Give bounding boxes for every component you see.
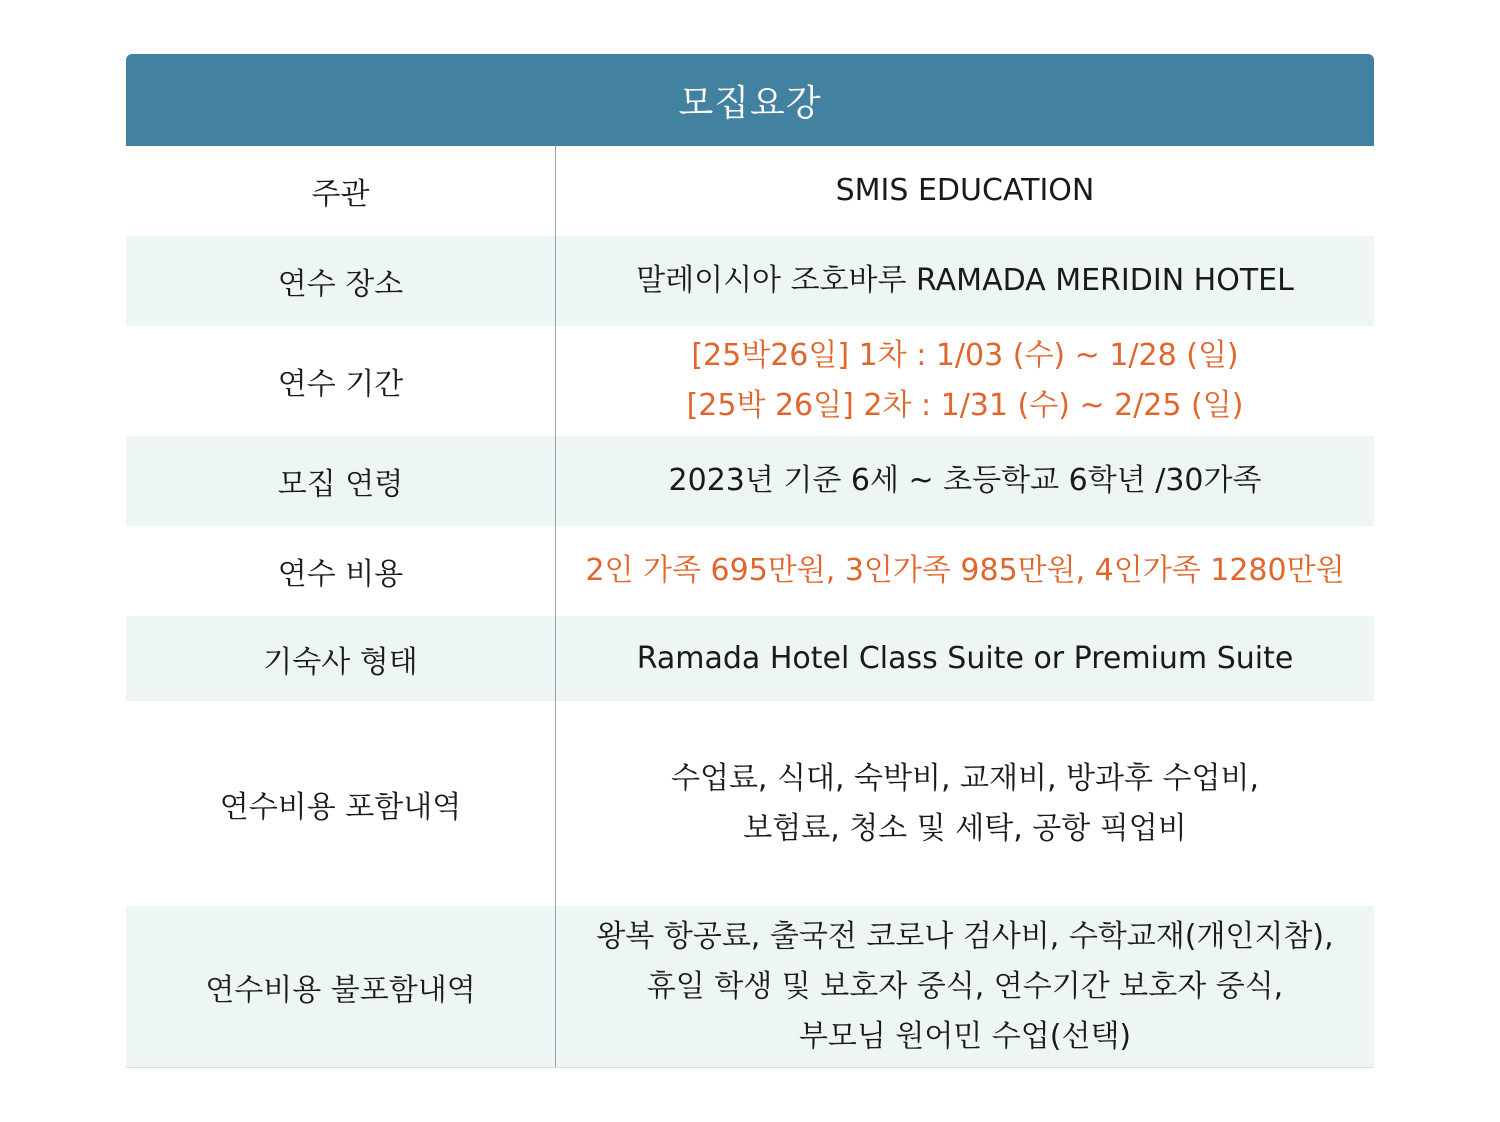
row-age bbox=[126, 436, 1374, 526]
table-body bbox=[126, 146, 1374, 1068]
value-line: 수업료, 식대, 숙박비, 교재비, 방과후 수업비, bbox=[670, 760, 1260, 796]
row-dormitory bbox=[126, 616, 1374, 701]
value-line: 2023년 기준 6세 ~ 초등학교 6학년 /30가족 bbox=[668, 463, 1262, 498]
row-label: 주관 bbox=[126, 146, 556, 236]
value-line: [25박26일] 1차 : 1/03 (수) ~ 1/28 (일) bbox=[691, 338, 1239, 373]
row-value bbox=[556, 701, 1374, 906]
value-line: SMIS EDUCATION bbox=[835, 173, 1095, 208]
row-included bbox=[126, 701, 1374, 906]
value-line: 2인 가족 695만원, 3인가족 985만원, 4인가족 1280만원 bbox=[585, 553, 1345, 588]
row-period bbox=[126, 326, 1374, 436]
value-line: 부모님 원어민 수업(선택) bbox=[798, 1018, 1132, 1054]
value-line: 말레이시아 조호바루 RAMADA MERIDIN HOTEL bbox=[636, 263, 1294, 298]
row-location bbox=[126, 236, 1374, 326]
value-line: 왕복 항공료, 출국전 코로나 검사비, 수학교재(개인지참), bbox=[596, 918, 1334, 954]
value-line: 휴일 학생 및 보호자 중식, 연수기간 보호자 중식, bbox=[646, 968, 1284, 1004]
row-value bbox=[556, 436, 1374, 526]
value-line: Ramada Hotel Class Suite or Premium Suite bbox=[636, 640, 1294, 676]
value-line: 보험료, 청소 및 세탁, 공항 픽업비 bbox=[743, 810, 1187, 846]
row-excluded bbox=[126, 906, 1374, 1067]
row-value bbox=[556, 146, 1374, 236]
row-value bbox=[556, 906, 1374, 1067]
row-label: 연수 기간 bbox=[126, 326, 556, 436]
row-value bbox=[556, 526, 1374, 616]
row-organizer bbox=[126, 146, 1374, 236]
row-value bbox=[556, 616, 1374, 701]
row-value bbox=[556, 236, 1374, 326]
row-cost bbox=[126, 526, 1374, 616]
value-line: [25박 26일] 2차 : 1/31 (수) ~ 2/25 (일) bbox=[686, 388, 1244, 423]
row-label: 연수 비용 bbox=[126, 526, 556, 616]
row-label: 연수비용 불포함내역 bbox=[126, 906, 556, 1067]
row-label: 모집 연령 bbox=[126, 436, 556, 526]
row-label: 기숙사 형태 bbox=[126, 616, 556, 701]
table-header bbox=[126, 54, 1374, 146]
table-title: 모집요강 bbox=[678, 82, 822, 124]
row-label: 연수 장소 bbox=[126, 236, 556, 326]
row-label: 연수비용 포함내역 bbox=[126, 701, 556, 906]
recruitment-table bbox=[126, 54, 1374, 1068]
row-value bbox=[556, 326, 1374, 436]
